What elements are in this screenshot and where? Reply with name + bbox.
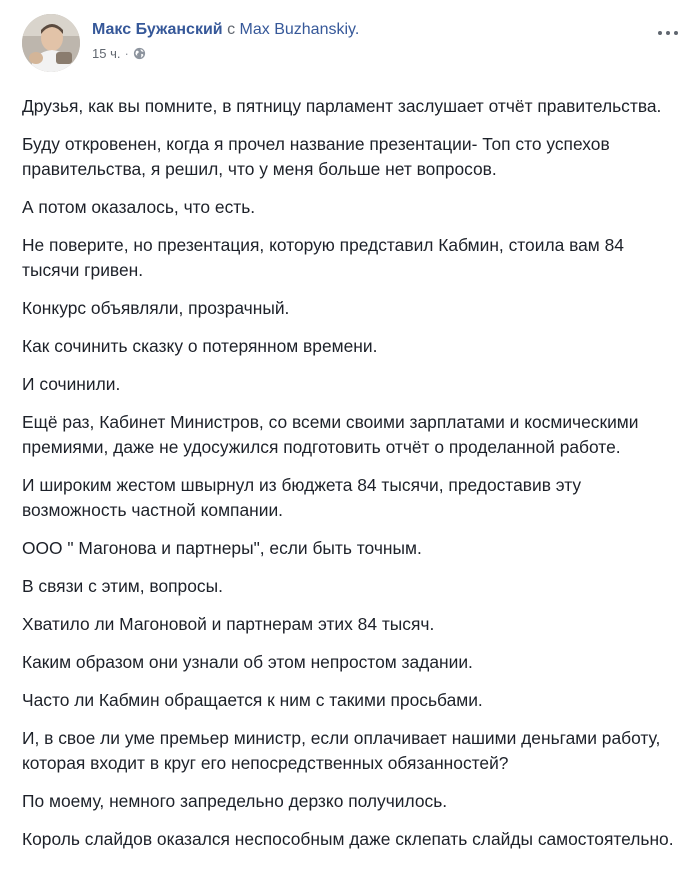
ellipsis-icon-dot [666, 31, 670, 35]
post-paragraph: Каким образом они узнали об этом непростом задании. [22, 652, 473, 672]
post-paragraph: Как сочинить сказку о потерянном времени. [22, 336, 378, 356]
author-line [92, 20, 359, 40]
post-paragraph: Хватило ли Магоновой и партнерам этих 84 тысяч. [22, 614, 435, 634]
with-word: с [227, 21, 236, 38]
post-paragraph: Друзья, как вы помните, в пятницу парламент заслушает отчёт правительства. [22, 96, 662, 116]
post-paragraph: Конкурс объявляли, прозрачный. [22, 298, 290, 318]
post-paragraph: И, в свое ли уме премьер министр, если оплачивает нашими деньгами работу, которая входит в круг его непосредственных обязанностей? [22, 728, 661, 773]
post-body [22, 94, 678, 852]
post-paragraph: Не поверите, но презентация, которую представил Кабмин, стоила вам 84 тысячи гривен. [22, 235, 624, 280]
ellipsis-icon-dot [674, 31, 678, 35]
post-paragraph: Буду откровенен, когда я прочел название презентации- Топ сто успехов правительства, я решил, что у меня больше нет вопросов. [22, 134, 610, 179]
ellipsis-icon-dot [658, 31, 662, 35]
post-paragraph: ООО " Магонова и партнеры", если быть точным. [22, 538, 422, 558]
post-paragraph: По моему, немного запредельно дерзко получилось. [22, 791, 448, 811]
avatar-photo [22, 14, 80, 72]
author-name-link[interactable]: Макс Бужанский [92, 21, 223, 38]
globe-icon[interactable] [133, 47, 146, 60]
post-paragraph: Часто ли Кабмин обращается к ним с такими просьбами. [22, 690, 483, 710]
post-paragraph: В связи с этим, вопросы. [22, 576, 223, 596]
post-paragraph: И сочинили. [22, 374, 121, 394]
meta-separator: · [124, 46, 129, 61]
header-text [92, 14, 359, 61]
post-header [22, 14, 678, 78]
tagged-person-link[interactable]: Max Buzhanskiy. [239, 21, 360, 38]
author-avatar[interactable] [22, 14, 80, 72]
post-paragraph: Ещё раз, Кабинет Министров, со всеми своими зарплатами и космическими премиями, даже не удосужился подготовить отчёт о проделанной работе. [22, 412, 639, 457]
post-paragraph: А потом оказалось, что есть. [22, 197, 256, 217]
more-options-button[interactable] [648, 26, 678, 40]
post-paragraph: И широким жестом швырнул из бюджета 84 тысячи, предоставив эту возможность частной компании. [22, 475, 582, 520]
post-meta [92, 46, 359, 61]
post-timestamp[interactable]: 15 ч. [92, 46, 121, 61]
post-paragraph: Король слайдов оказался неспособным даже склепать слайды самостоятельно. [22, 829, 674, 849]
